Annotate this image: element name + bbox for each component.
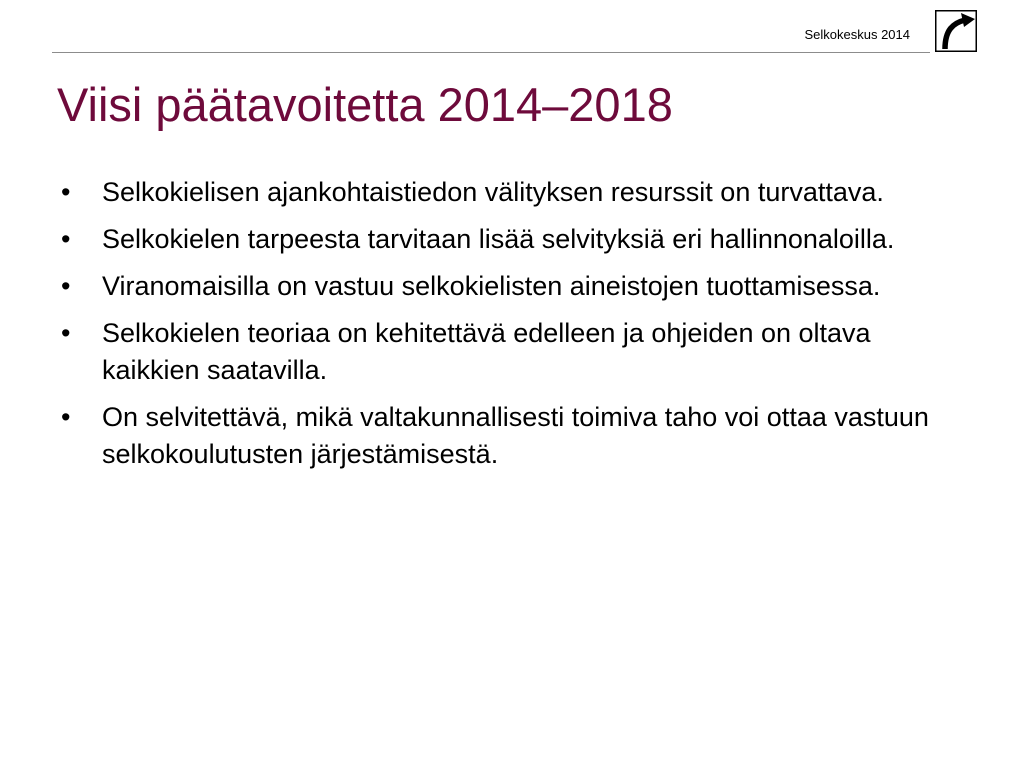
bullet-marker: • — [61, 177, 71, 207]
bullet-text: On selvitettävä, mikä valtakunnallisesti toimiva taho voi ottaa vastuun selkokoulutusten järjestämisestä. — [102, 402, 929, 469]
bullet-list — [58, 174, 958, 483]
bullet-item — [58, 315, 958, 389]
bullet-marker: • — [61, 224, 71, 254]
bullet-marker: • — [61, 271, 71, 301]
header-divider — [52, 52, 930, 53]
bullet-item — [58, 399, 958, 473]
bullet-text: Viranomaisilla on vastuu selkokielisten aineistojen tuottamisessa. — [102, 271, 881, 301]
bullet-text: Selkokielen tarpeesta tarvitaan lisää selvityksiä eri hallinnonaloilla. — [102, 224, 895, 254]
logo-graphic — [935, 10, 977, 52]
bullet-marker: • — [61, 318, 71, 348]
slide-title: Viisi päätavoitetta 2014–2018 — [57, 78, 673, 131]
bullet-marker: • — [61, 402, 71, 432]
bullet-text: Selkokielen teoriaa on kehitettävä edelleen ja ohjeiden on oltava kaikkien saatavilla. — [102, 318, 871, 385]
bullet-item — [58, 174, 958, 211]
selkokeskus-logo-arrow-icon — [935, 10, 977, 52]
header-caption: Selkokeskus 2014 — [804, 27, 910, 42]
bullet-item — [58, 268, 958, 305]
bullet-text: Selkokielisen ajankohtaistiedon välityksen resurssit on turvattava. — [102, 177, 884, 207]
bullet-item — [58, 221, 958, 258]
